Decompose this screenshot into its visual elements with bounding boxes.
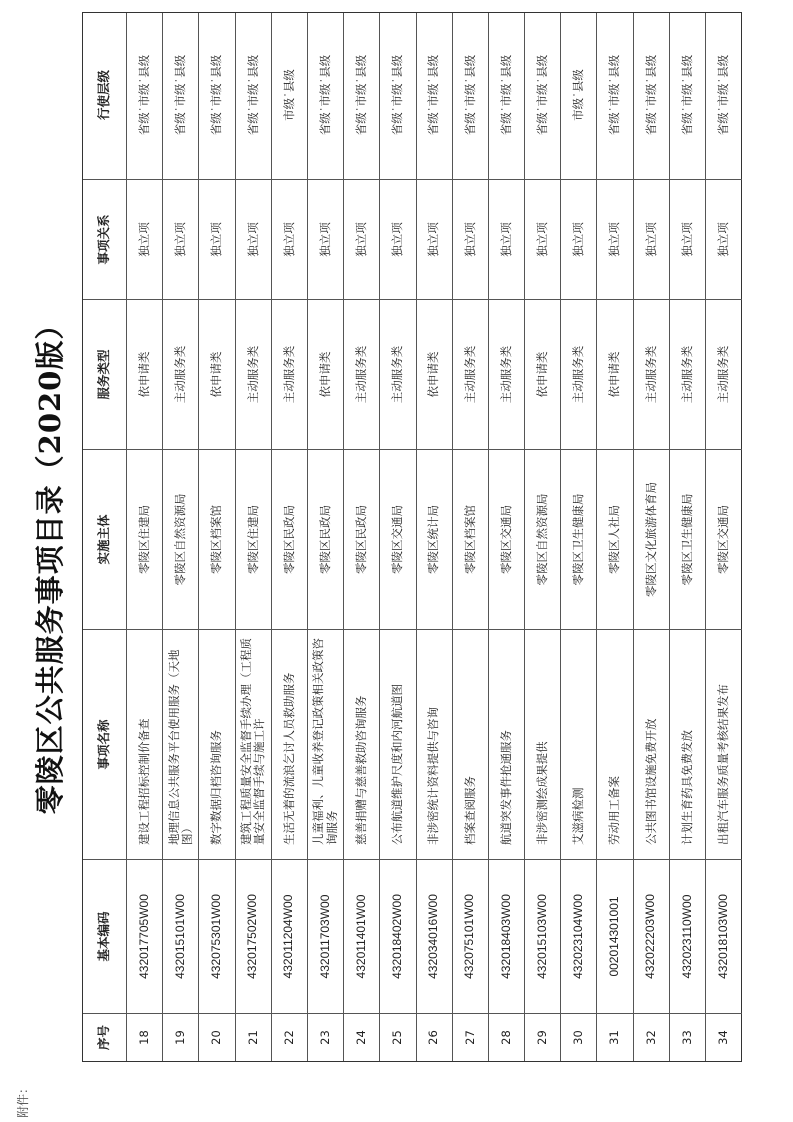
cell-item-name: 出租汽车服务质量考核结果发布 <box>706 629 742 859</box>
cell-seq: 22 <box>272 1013 307 1061</box>
cell-item-name: 建筑工程质量安全监督手续办理（工程质量安全监督手续与施工许 <box>236 629 271 859</box>
cell-agency: 零陵区人社局 <box>597 449 632 629</box>
cell-relation: 独立项 <box>308 179 343 299</box>
cell-seq: 19 <box>163 1013 198 1061</box>
header-item-name: 事项名称 <box>83 629 126 859</box>
cell-code: 432023104W00 <box>561 859 596 1013</box>
cell-seq: 21 <box>236 1013 271 1061</box>
cell-level: 省级˙市级˙县级 <box>354 54 369 136</box>
table-row <box>634 13 670 1061</box>
cell-relation: 独立项 <box>199 179 234 299</box>
cell-level: 省级˙市级˙县级 <box>462 54 477 136</box>
cell-relation: 独立项 <box>344 179 379 299</box>
cell-code: 432011401W00 <box>344 859 379 1013</box>
cell-agency: 零陵区档案馆 <box>199 449 234 629</box>
cell-item-name: 儿童福利、儿童收养登记政策相关政策咨询服务 <box>308 629 343 859</box>
cell-seq: 32 <box>634 1013 669 1061</box>
cell-level: 省级˙市级˙县级 <box>317 54 332 136</box>
table-row <box>272 13 308 1061</box>
cell-code: 002014301001 <box>597 859 632 1013</box>
cell-agency: 零陵区统计局 <box>417 449 452 629</box>
table-row <box>127 13 163 1061</box>
cell-code: 432015101W00 <box>163 859 198 1013</box>
cell-agency: 零陵区自然资源局 <box>163 449 198 629</box>
cell-code: 432018403W00 <box>489 859 524 1013</box>
cell-agency: 零陵区民政局 <box>272 449 307 629</box>
table-row <box>670 13 706 1061</box>
cell-relation: 独立项 <box>489 179 524 299</box>
cell-level: 市级˙县级 <box>281 69 296 121</box>
cell-item-name: 档案查阅服务 <box>453 629 488 859</box>
table-row <box>308 13 344 1061</box>
cell-level: 省级˙市级˙县级 <box>390 54 405 136</box>
cell-code: 432034016W00 <box>417 859 452 1013</box>
cell-relation: 独立项 <box>417 179 452 299</box>
cell-seq: 27 <box>453 1013 488 1061</box>
cell-seq: 28 <box>489 1013 524 1061</box>
cell-seq: 23 <box>308 1013 343 1061</box>
cell-item-name: 公布航道维护尺度和内河航道图 <box>380 629 415 859</box>
header-code: 基本编码 <box>83 859 126 1013</box>
cell-agency: 零陵区交通局 <box>489 449 524 629</box>
cell-service-type: 主动服务类 <box>489 299 524 449</box>
cell-item-name: 慈善捐赠与慈善救助咨询服务 <box>344 629 379 859</box>
table-row <box>453 13 489 1061</box>
header-relation: 事项关系 <box>83 179 126 299</box>
cell-relation: 独立项 <box>634 179 669 299</box>
cell-relation: 独立项 <box>236 179 271 299</box>
cell-service-type: 依申请类 <box>525 299 560 449</box>
cell-code: 432075301W00 <box>199 859 234 1013</box>
cell-relation: 独立项 <box>597 179 632 299</box>
cell-level: 省级˙市级˙县级 <box>679 54 694 136</box>
cell-service-type: 主动服务类 <box>634 299 669 449</box>
cell-agency: 零陵区自然资源局 <box>525 449 560 629</box>
cell-service-type: 依申请类 <box>597 299 632 449</box>
cell-relation: 独立项 <box>670 179 705 299</box>
cell-seq: 18 <box>127 1013 162 1061</box>
cell-level: 省级˙市级˙县级 <box>498 54 513 136</box>
cell-seq: 33 <box>670 1013 705 1061</box>
table-row <box>380 13 416 1061</box>
cell-level: 省级˙市级˙县级 <box>535 54 550 136</box>
cell-agency: 零陵区交通局 <box>380 449 415 629</box>
cell-relation: 独立项 <box>163 179 198 299</box>
service-items-table <box>82 12 742 1062</box>
table-row <box>489 13 525 1061</box>
cell-service-type: 主动服务类 <box>344 299 379 449</box>
cell-seq: 29 <box>525 1013 560 1061</box>
cell-item-name: 生活无着的流浪乞讨人员救助服务 <box>272 629 307 859</box>
header-agency: 实施主体 <box>83 449 126 629</box>
cell-code: 432075101W00 <box>453 859 488 1013</box>
cell-seq: 20 <box>199 1013 234 1061</box>
cell-seq: 25 <box>380 1013 415 1061</box>
table-row <box>597 13 633 1061</box>
attachment-label: 附件： <box>15 1081 30 1118</box>
cell-agency: 零陵区卫生健康局 <box>561 449 596 629</box>
cell-code: 432023110W00 <box>670 859 705 1013</box>
cell-level: 省级˙市级˙县级 <box>245 54 260 136</box>
cell-level: 市级˙县级 <box>571 69 586 121</box>
cell-item-name: 建设工程招标控制价备查 <box>127 629 162 859</box>
table-row <box>525 13 561 1061</box>
cell-relation: 独立项 <box>127 179 162 299</box>
cell-service-type: 主动服务类 <box>453 299 488 449</box>
cell-seq: 24 <box>344 1013 379 1061</box>
cell-service-type: 主动服务类 <box>561 299 596 449</box>
cell-seq: 26 <box>417 1013 452 1061</box>
cell-relation: 独立项 <box>525 179 560 299</box>
cell-agency: 零陵区文化旅游体育局 <box>634 449 669 629</box>
cell-service-type: 依申请类 <box>127 299 162 449</box>
cell-code: 432018103W00 <box>706 859 742 1013</box>
cell-item-name: 公共图书馆设施免费开放 <box>634 629 669 859</box>
cell-level: 省级˙市级˙县级 <box>643 54 658 136</box>
cell-service-type: 主动服务类 <box>163 299 198 449</box>
cell-service-type: 主动服务类 <box>272 299 307 449</box>
cell-level: 省级˙市级˙县级 <box>716 54 731 136</box>
cell-code: 432022203W00 <box>634 859 669 1013</box>
cell-item-name: 计划生育药具免费发放 <box>670 629 705 859</box>
cell-level: 省级˙市级˙县级 <box>607 54 622 136</box>
cell-relation: 独立项 <box>380 179 415 299</box>
cell-agency: 零陵区交通局 <box>706 449 742 629</box>
cell-code: 432018402W00 <box>380 859 415 1013</box>
cell-item-name: 非涉密统计资料提供与咨询 <box>417 629 452 859</box>
cell-level: 省级˙市级˙县级 <box>426 54 441 136</box>
table-body <box>127 13 742 1061</box>
cell-item-name: 地理信息公共服务平台使用服务（天地图） <box>163 629 198 859</box>
cell-relation: 独立项 <box>453 179 488 299</box>
cell-relation: 独立项 <box>272 179 307 299</box>
cell-agency: 零陵区民政局 <box>308 449 343 629</box>
cell-service-type: 依申请类 <box>417 299 452 449</box>
table-row <box>344 13 380 1061</box>
table-row <box>561 13 597 1061</box>
cell-service-type: 主动服务类 <box>706 299 742 449</box>
cell-code: 432011204W00 <box>272 859 307 1013</box>
document-title: 零陵区公共服务事项目录（2020版） <box>32 309 67 815</box>
cell-seq: 34 <box>706 1013 742 1061</box>
cell-level: 省级˙市级˙县级 <box>209 54 224 136</box>
cell-agency: 零陵区住建局 <box>127 449 162 629</box>
header-level: 行使层级 <box>96 70 112 121</box>
cell-agency: 零陵区卫生健康局 <box>670 449 705 629</box>
cell-relation: 独立项 <box>706 179 742 299</box>
header-service-type: 服务类型 <box>83 299 126 449</box>
cell-seq: 31 <box>597 1013 632 1061</box>
table-row <box>417 13 453 1061</box>
cell-code: 432017502W00 <box>236 859 271 1013</box>
cell-agency: 零陵区民政局 <box>344 449 379 629</box>
cell-level: 省级˙市级˙县级 <box>173 54 188 136</box>
table-row <box>163 13 199 1061</box>
table-row <box>199 13 235 1061</box>
cell-service-type: 主动服务类 <box>380 299 415 449</box>
table-row <box>706 13 742 1061</box>
cell-service-type: 依申请类 <box>308 299 343 449</box>
cell-item-name: 艾滋病检测 <box>561 629 596 859</box>
cell-item-name: 航道突发事件抢通服务 <box>489 629 524 859</box>
cell-service-type: 主动服务类 <box>670 299 705 449</box>
cell-level: 省级˙市级˙县级 <box>136 54 151 136</box>
cell-code: 432015103W00 <box>525 859 560 1013</box>
cell-service-type: 主动服务类 <box>236 299 271 449</box>
cell-service-type: 依申请类 <box>199 299 234 449</box>
cell-code: 432011703W00 <box>308 859 343 1013</box>
cell-code: 432017705W00 <box>127 859 162 1013</box>
table-row <box>236 13 272 1061</box>
table-header-row <box>83 13 127 1061</box>
cell-item-name: 劳动用工备案 <box>597 629 632 859</box>
cell-relation: 独立项 <box>561 179 596 299</box>
cell-agency: 零陵区住建局 <box>236 449 271 629</box>
cell-item-name: 数字数据归档咨询服务 <box>199 629 234 859</box>
header-seq: 序号 <box>83 1013 126 1061</box>
cell-agency: 零陵区档案馆 <box>453 449 488 629</box>
cell-seq: 30 <box>561 1013 596 1061</box>
cell-item-name: 非涉密测绘成果提供 <box>525 629 560 859</box>
